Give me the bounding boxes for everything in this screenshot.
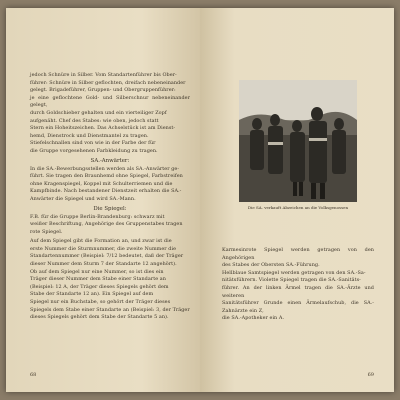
- text-line: Träger dieser Nummer dem Stabe einer Standarte an: [30, 276, 166, 283]
- text-line: Karmesinrote Spiegel werden getragen von den Angehörigen: [222, 247, 374, 261]
- text-line: (Beispiel: 12 A, der Träger dieses Spiegels gehört dem: [30, 283, 169, 290]
- text-line: F.B. für die Gruppe Berlin-Brandenburg: schwarz mit: [30, 213, 165, 220]
- text-line: ohne Kragenspiegel, Koppel mit Schulterriemen und die: [30, 180, 173, 187]
- subsection-heading: Die Spiegel:: [93, 205, 127, 212]
- text-line: Auf dem Spiegel gibt die Formation an, und zwar ist die: [30, 238, 172, 245]
- text-line: Kampfbinde. Nach bestandener Dienstzeit erhalten die SA.-: [30, 188, 182, 195]
- text-line: rote Spiegel.: [30, 228, 63, 235]
- text-line: jedoch Schnüre in Silber. Vom Standartenführer bis Ober-: [30, 72, 177, 78]
- text-line: erste Nummer die Sturmnummer, die zweite Nummer die: [30, 245, 177, 252]
- text-line: Spiegels dem Stabe einer Standarte an (Beispiel: 3, der Träger: [30, 306, 190, 313]
- page-number: 69: [367, 372, 374, 378]
- text-line: führt. Sie tragen den Braunhemd ohne Spiegel, Farbstreifen: [30, 173, 183, 180]
- text-line: In die SA.-Bewerbungsstellen werden als SA.-Anwärter ge-: [30, 165, 180, 172]
- photograph: [239, 80, 357, 202]
- text-line: Spiegel nur ein Buchstabe, so gehört der Träger dieses: [30, 299, 171, 306]
- right-page: [200, 8, 394, 392]
- text-line: weißer Beschriftung, Angehörige des Gruppenstabes tragen: [30, 221, 183, 228]
- right-page-text: [222, 247, 374, 323]
- text-line: dieses Spiegels gehört dem Stabe der Standarte 5 an).: [30, 314, 169, 321]
- text-line: Stabe der Standarte 12 an). Ein Spiegel auf dem: [30, 291, 154, 298]
- text-line: dieser Nummer dem Sturm 7 der Standarte 12 angehört).: [30, 261, 177, 268]
- photo-caption: Die SA. verkauft Abzeichen an die Volksgenossen: [247, 205, 349, 210]
- page-number: 68: [30, 372, 37, 378]
- text-line: Standartennummer (Beispiel: 7/12 bedeutet, daß der Träger: [30, 253, 184, 260]
- text-line: Ob auf dem Spiegel nur eine Nummer, so ist dies ein: [30, 268, 164, 275]
- text-line: Stiefelschnallen sind von wie in der Farbe der für: [30, 140, 156, 147]
- left-page-text: [30, 72, 190, 322]
- text-line: nitätsführern. Violette Spiegel tragen die SA.-Sanitäts-: [222, 277, 361, 284]
- section-heading: SA.-Anwärter:: [90, 157, 130, 164]
- text-line: führer: Schnüre in Silber geflochten, dreifach nebeneinander: [30, 79, 186, 86]
- text-line: durch Goldschieber gehalten und ein vierteiliger Zopf: [30, 109, 167, 116]
- photo-illustration: [239, 80, 357, 202]
- text-line: Hellblaue Samtspiegel werden getragen von den SA.-Sa-: [222, 269, 366, 276]
- text-line: die SA.-Apotheker ein A.: [222, 315, 285, 322]
- text-line: des Stabes der Obersten SA.-Führung.: [222, 262, 320, 269]
- open-book: [6, 8, 394, 392]
- text-line: die Gruppe vorgesehenen Farbkleidung zu tragen.: [30, 147, 158, 154]
- text-line: aufgenäht. Chef des Stabes: wie oben, jedoch statt: [30, 117, 159, 124]
- text-line: hemd, Dienstrock und Dienstmantel zu tragen.: [30, 132, 149, 139]
- text-line: je eine geflochtene Gold- und Silberschnur nebeneinander gelegt,: [30, 94, 190, 109]
- text-line: führer. An der linken Ärmel tragen die SA.-Ärzte und weiteren: [222, 284, 374, 299]
- text-line: Sanitätsführer Grunde einen Ärmelaufschub, die SA.-Zahnärzte ein Z,: [222, 300, 374, 314]
- text-line: Stern ein Hoheitszeichen. Das Achselstück ist am Dienst-: [30, 125, 176, 132]
- left-page: [6, 8, 200, 392]
- text-line: gelegt. Brigadeführer, Gruppen- und Obergruppenführer:: [30, 87, 176, 94]
- text-line: Anwärter die Spiegel und wird SA.-Mann.: [30, 195, 136, 202]
